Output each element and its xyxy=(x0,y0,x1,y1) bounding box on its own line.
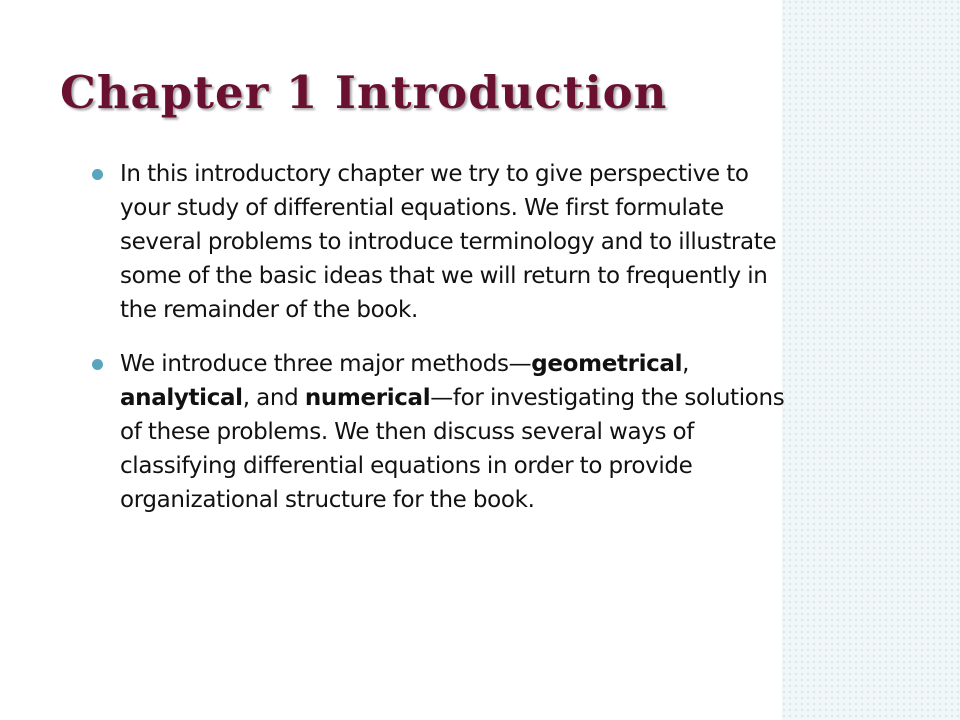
bullet-dot-icon xyxy=(92,169,103,180)
bullet-text-segment: , xyxy=(682,351,690,377)
bullet-item-methods xyxy=(90,347,790,517)
bullet-text: In this introductory chapter we try to give perspective to your study of differential equations. We first formulate several problems to introduce terminology and to illustrate some of the basic ideas that we will return to frequently in the remainder of the book. xyxy=(120,161,777,323)
bullet-item-intro xyxy=(90,157,790,327)
bullet-text xyxy=(120,347,790,517)
decorative-side-panel xyxy=(782,0,960,720)
bold-term-analytical: analytical xyxy=(120,385,243,411)
bullet-text-segment: We introduce three major methods— xyxy=(120,351,532,377)
bullet-text-segment: , and xyxy=(242,385,305,411)
bold-term-geometrical: geometrical xyxy=(531,351,683,377)
bullet-list xyxy=(90,157,790,537)
bullet-text-segment: —for investigating the solutions of these problems. We then discuss several ways of classifying differential equations in order to provide organizational structure for the book. xyxy=(120,385,785,513)
bullet-dot-icon xyxy=(92,359,103,370)
slide-title: Chapter 1 Introduction xyxy=(60,66,668,119)
bold-term-numerical: numerical xyxy=(304,385,431,411)
